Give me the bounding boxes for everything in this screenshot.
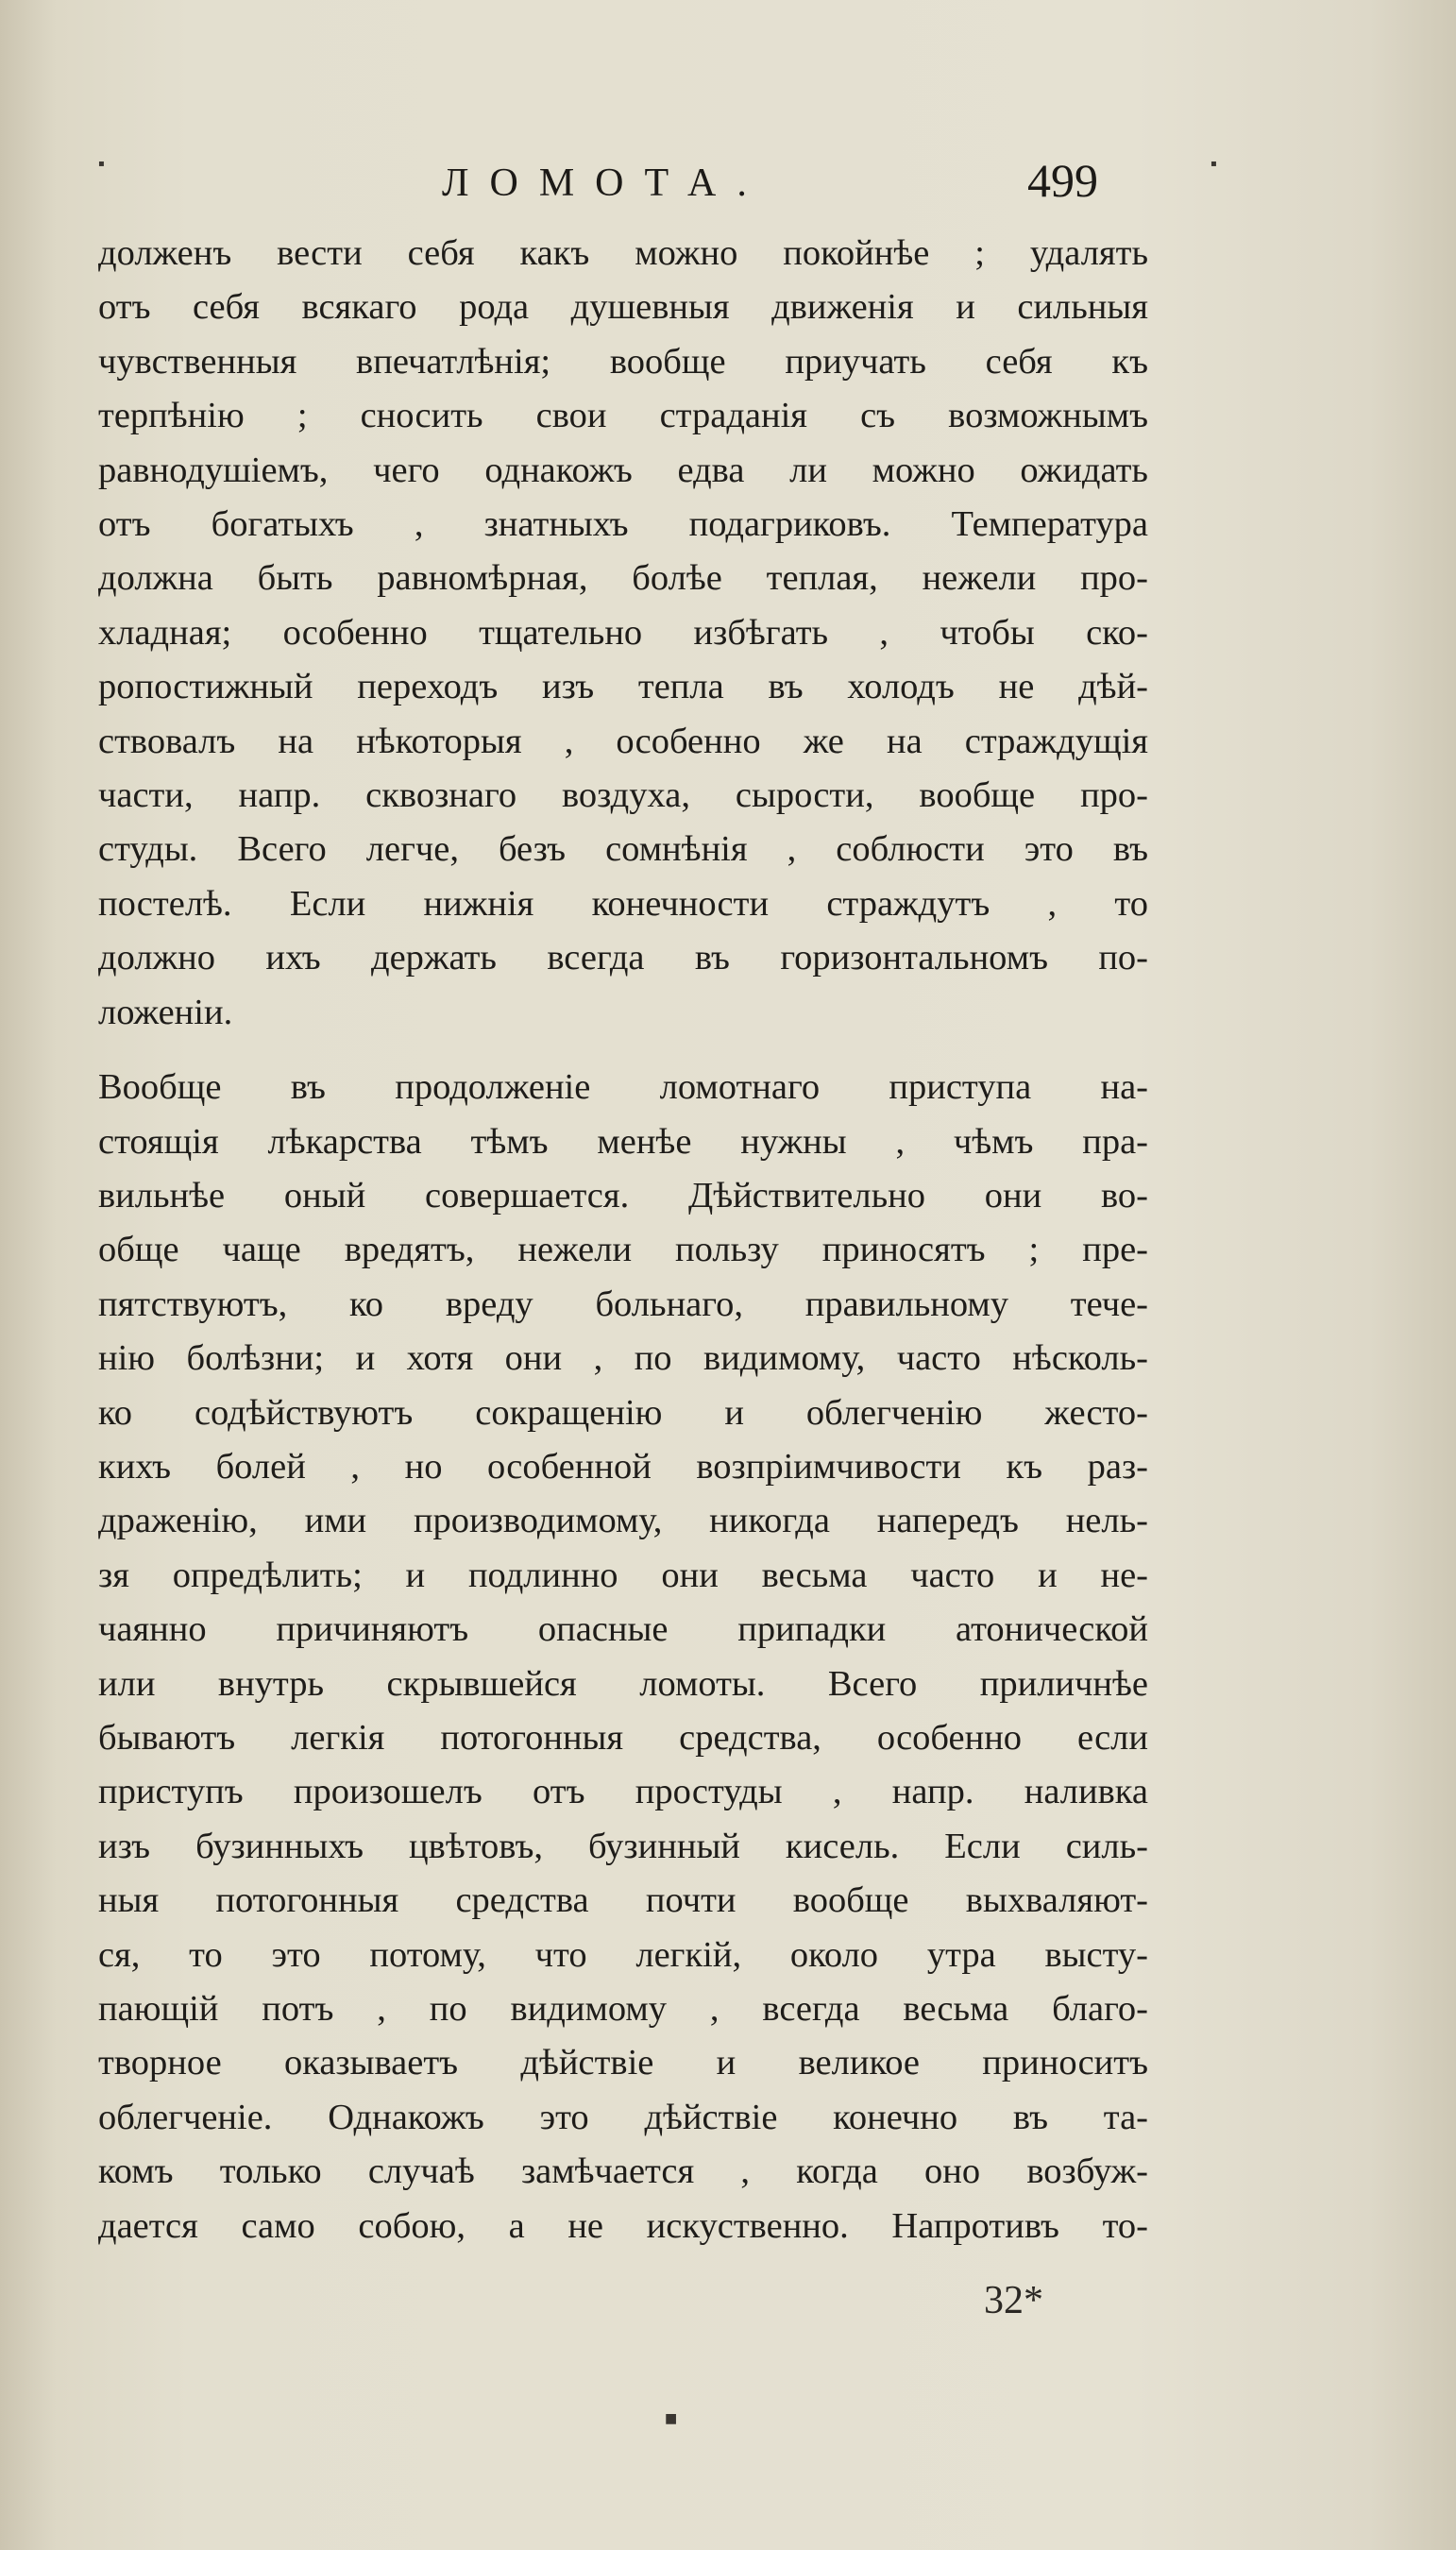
text-line: драженію, ими производимому, никогда напередъ нель- (98, 1501, 1148, 1541)
text-line: равнодушіемъ, чего однакожъ едва ли можно ожидать (98, 450, 1148, 490)
page-header (0, 151, 1456, 217)
ink-speck: ▪ (1211, 159, 1217, 169)
text-line: стоящія лѣкарства тѣмъ менѣе нужны , чѣмъ пра- (98, 1121, 1148, 1162)
paragraph-2 (98, 1061, 1148, 2253)
text-line: должно ихъ держать всегда въ горизонтальномъ по- (98, 938, 1148, 978)
text-line: изъ бузинныхъ цвѣтовъ, бузинный кисель. Если силь- (98, 1826, 1148, 1866)
text-line: студы. Всего легче, безъ сомнѣнія , соблюсти это въ (98, 829, 1148, 870)
printer-signature: 32* (984, 2279, 1043, 2322)
text-line: ствовалъ на нѣкоторыя , особенно же на страждущія (98, 721, 1148, 761)
text-line: отъ богатыхъ , знатныхъ подагриковъ. Температура (98, 504, 1148, 545)
text-line: комъ только случаѣ замѣчается , когда оно возбуж- (98, 2151, 1148, 2192)
text-line: или внутрь скрывшейся ломоты. Всего приличнѣе (98, 1663, 1148, 1704)
paragraph-1 (98, 227, 1148, 1040)
text-line: ропостижный переходъ изъ тепла въ холодъ не дѣй- (98, 667, 1148, 707)
text-line: зя опредѣлить; и подлинно они весьма часто и не- (98, 1555, 1148, 1595)
text-line: творное оказываетъ дѣйствіе и великое приноситъ (98, 2043, 1148, 2083)
text-line: должна быть равномѣрная, болѣе теплая, нежели про- (98, 558, 1148, 599)
text-line: пающій потъ , по видимому , всегда весьма благо- (98, 1989, 1148, 2029)
text-line: пятствуютъ, ко вреду больнаго, правильному тече- (98, 1284, 1148, 1324)
text-line: дается само собою, а не искуственно. Напротивъ то- (98, 2205, 1148, 2246)
text-line: приступъ произошелъ отъ простуды , напр. наливка (98, 1772, 1148, 1812)
text-line: ныя потогонныя средства почти вообще выхваляют- (98, 1880, 1148, 1921)
text-line: бываютъ легкія потогонныя средства, особенно если (98, 1717, 1148, 1758)
running-title: ЛОМОТА. (442, 162, 768, 205)
text-line: части, напр. сквознаго воздуха, сырости, вообще про- (98, 775, 1148, 816)
text-line: вильнѣе оный совершается. Дѣйствительно они во- (98, 1175, 1148, 1216)
text-line: обще чаще вредятъ, нежели пользу приносятъ ; пре- (98, 1230, 1148, 1270)
text-line: ложеніи. (98, 992, 233, 1032)
text-line: чаянно причиняютъ опасные припадки атонической (98, 1609, 1148, 1650)
body-text (98, 227, 1148, 2253)
text-line: терпѣнію ; сносить свои страданія съ возможнымъ (98, 396, 1148, 436)
text-line: ко содѣйствуютъ сокращенію и облегченію жесто- (98, 1392, 1148, 1433)
page-number: 499 (1027, 154, 1098, 207)
text-line: нію болѣзни; и хотя они , по видимому, часто нѣсколь- (98, 1338, 1148, 1379)
ink-speck: ■ (665, 2411, 678, 2426)
text-line: облегченіе. Однакожъ это дѣйствіе конечно въ та- (98, 2097, 1148, 2137)
text-line: хладная; особенно тщательно избѣгать , чтобы ско- (98, 612, 1148, 653)
ink-speck: ▪ (98, 159, 105, 169)
text-line: отъ себя всякаго рода душевныя движенія и сильныя (98, 287, 1148, 328)
text-line: долженъ вести себя какъ можно покойнѣе ; удалять (98, 233, 1148, 273)
text-line: чувственныя впечатлѣнія; вообще приучать себя къ (98, 341, 1148, 382)
text-line: кихъ болей , но особенной возпріимчивости къ раз- (98, 1446, 1148, 1487)
text-line: ся, то это потому, что легкій, около утра высту- (98, 1934, 1148, 1975)
text-line: постелѣ. Если нижнія конечности страждутъ , то (98, 883, 1148, 924)
text-line: Вообще въ продолженіе ломотнаго приступа на- (98, 1067, 1148, 1108)
